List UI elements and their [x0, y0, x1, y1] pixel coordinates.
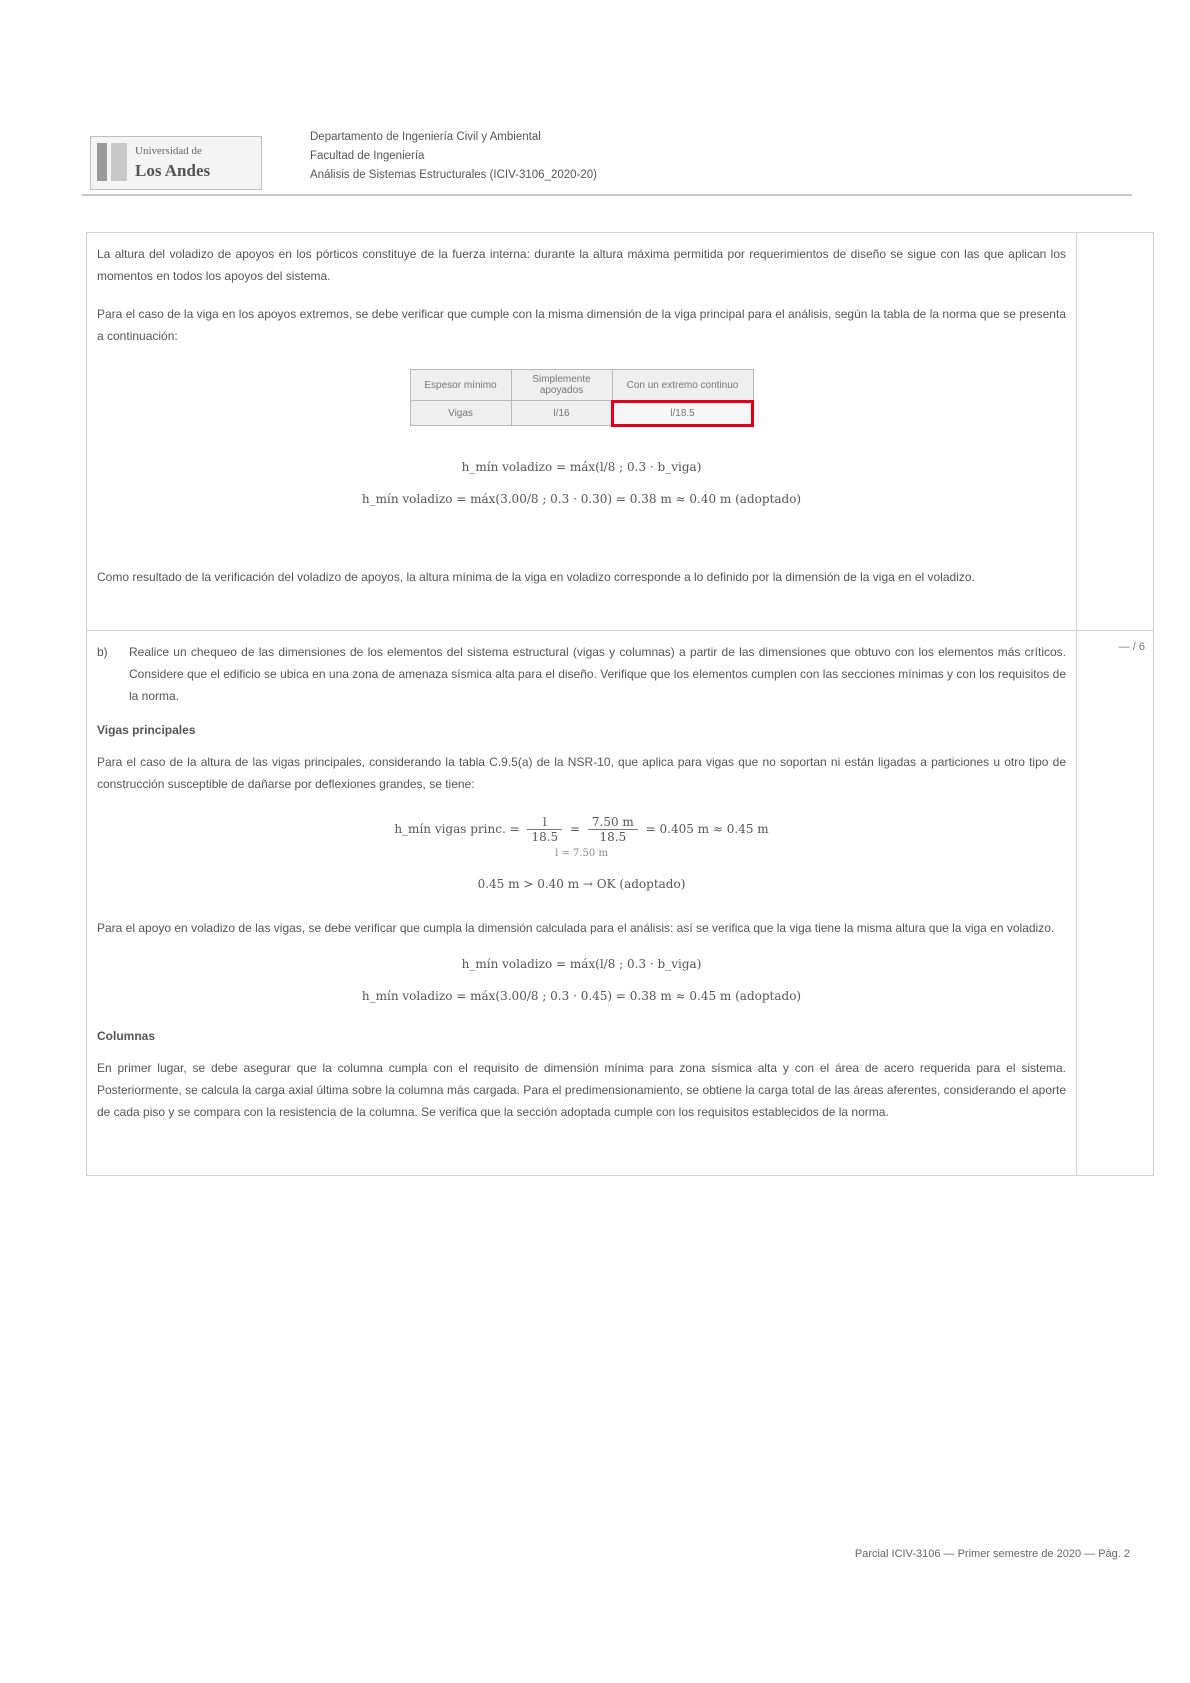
- equation-fraction: [97, 815, 1066, 859]
- paragraph: Para el caso de la altura de las vigas principales, considerando la tabla C.9.5(a) de la NSR-10, que aplica para vigas que no soportan ni están ligadas a particiones u otro tipo de construcción susceptible de dañarse por deflexiones grandes, se tiene:: [97, 755, 1066, 791]
- content-frame: [86, 232, 1154, 1176]
- faculty-name: Facultad de Ingeniería: [310, 150, 425, 162]
- fraction: [527, 815, 562, 844]
- table-cell: Simplemente apoyados: [511, 370, 612, 401]
- course-name: Análisis de Sistemas Estructurales (ICIV-3106_2020-20): [310, 169, 598, 181]
- table-cell: l/16: [511, 401, 612, 426]
- equation: h_mín voladizo = máx(3.00/8 ; 0.3 · 0.30) = 0.38 m ≈ 0.40 m (adoptado): [361, 492, 802, 506]
- header-divider: [82, 194, 1132, 196]
- section-a-body: [87, 233, 1077, 630]
- equation: h_mín voladizo = máx(3.00/8 ; 0.3 · 0.45) = 0.38 m ≈ 0.45 m (adoptado): [361, 989, 802, 1003]
- equation: h_mín voladizo = máx(l/8 ; 0.3 · b_viga): [461, 957, 702, 971]
- table-row: [410, 370, 753, 401]
- logo-text-top: Universidad de: [135, 145, 202, 157]
- equation-lhs: h_mín vigas princ. =: [394, 822, 524, 836]
- equation-note: l = 7.50 m: [555, 848, 608, 859]
- fraction-numerator: 7.50 m: [588, 815, 638, 830]
- table-cell: Vigas: [410, 401, 511, 426]
- page-footer: Parcial ICIV-3106 — Primer semestre de 2020 — Pág. 2: [854, 1548, 1130, 1560]
- paragraph: La altura del voladizo de apoyos en los pórticos constituye de la fuerza interna: durante la altura máxima permitida por requerimientos de diseño se sigue con las que aplican los momentos en todos los apoyos del sistema.: [97, 247, 1066, 283]
- table-row: [410, 401, 753, 426]
- page-header: [82, 128, 1132, 200]
- score-column: — / 6: [1118, 641, 1145, 653]
- fraction-denominator: 18.5: [531, 830, 559, 844]
- logo-mark-secondary: [111, 143, 127, 181]
- fraction-denominator: 18.5: [599, 830, 627, 844]
- table-cell: Espesor mínimo: [410, 370, 511, 401]
- norm-table: [410, 369, 754, 426]
- table-cell: Con un extremo continuo: [612, 370, 753, 401]
- section-a-row: [87, 233, 1153, 631]
- score-column: [1079, 233, 1153, 630]
- highlighted-cell: l/18.5: [612, 401, 753, 426]
- equals-sign: =: [570, 822, 581, 836]
- fraction: [588, 815, 638, 844]
- paragraph: En primer lugar, se debe asegurar que la columna cumpla con el requisito de dimensión mínima para zona sísmica alta y con el área de acero requerida para el sistema. Posteriormente, se calcula la carga axial última sobre la columna más cargada. Para el predimensionamiento, se obtiene la carga total de las áreas aferentes, considerando el aporte de cada piso y se compara con la resistencia de la columna. Se verifica que la sección adoptada cumple con los requisitos establecidos de la norma.: [97, 1061, 1066, 1119]
- paragraph: Para el caso de la viga en los apoyos extremos, se debe verificar que cumple con la misma dimensión de la viga principal para el análisis, según la tabla de la norma que se presenta a continuación:: [97, 307, 1066, 343]
- paragraph: Para el apoyo en voladizo de las vigas, se debe verificar que cumpla la dimensión calculada para el análisis: así se verifica que la viga tiene la misma altura que la viga en voladizo.: [97, 921, 1055, 935]
- section-b-body: [87, 631, 1077, 1175]
- equation-rhs: = 0.405 m ≈ 0.45 m: [645, 822, 769, 836]
- logo-text-bottom: Los Andes: [135, 161, 211, 180]
- equation: 0.45 m > 0.40 m → OK (adoptado): [477, 877, 686, 891]
- section-b-row: [87, 631, 1153, 1175]
- university-logo: [90, 136, 262, 190]
- department-name: Departamento de Ingeniería Civil y Ambiental: [310, 131, 541, 143]
- question-b: [97, 641, 1066, 707]
- equation: h_mín voladizo = máx(l/8 ; 0.3 · b_viga): [461, 460, 702, 474]
- fraction-numerator: l: [527, 815, 562, 830]
- paragraph: Como resultado de la verificación del voladizo de apoyos, la altura mínima de la viga en voladizo corresponde a lo definido por la dimensión de la viga en el voladizo.: [97, 570, 975, 584]
- question-text: Realice un chequeo de las dimensiones de los elementos del sistema estructural (vigas y columnas) a partir de las dimensiones que obtuvo con los elementos más críticos. Considere que el edificio se ubica en una zona de amenaza sísmica alta para el diseño. Verifique que los elementos cumplen con las secciones mínimas y con los requisitos de la norma.: [129, 645, 1066, 703]
- section-heading: Vigas principales: [97, 723, 196, 737]
- logo-mark: [97, 143, 107, 181]
- section-heading: Columnas: [97, 1029, 156, 1043]
- header-text: [310, 128, 597, 185]
- item-label: b): [97, 645, 108, 659]
